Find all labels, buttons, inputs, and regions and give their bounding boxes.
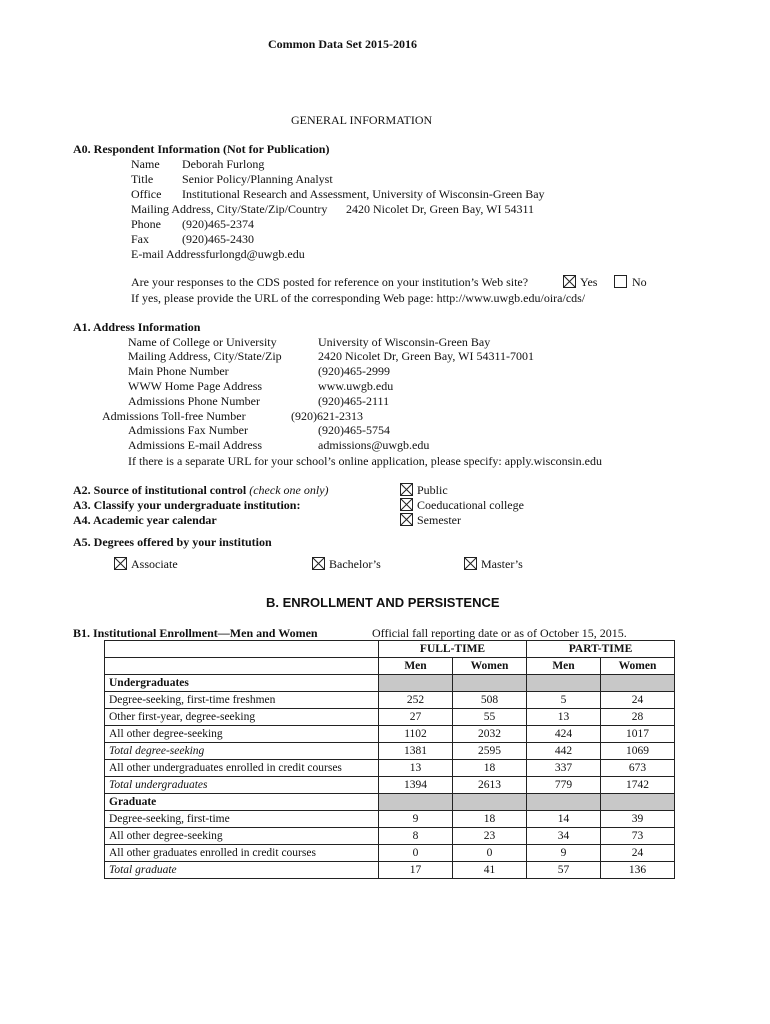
cell-value: 337 xyxy=(527,760,601,777)
cell-value: 0 xyxy=(453,845,527,862)
section-b-title: B. ENROLLMENT AND PERSISTENCE xyxy=(266,595,500,610)
cell-value: 9 xyxy=(527,845,601,862)
b1-label: B1. Institutional Enrollment—Men and Women xyxy=(73,626,318,640)
a2-value: Public xyxy=(417,483,448,497)
table-row xyxy=(105,811,675,828)
a0-office-label: Office xyxy=(131,187,162,201)
a0-office-value: Institutional Research and Assessment, University of Wisconsin-Green Bay xyxy=(182,187,545,201)
checkmark-x-icon xyxy=(564,276,575,287)
coeducational-checkbox[interactable] xyxy=(400,498,413,511)
table-subheader-row xyxy=(105,658,675,675)
pt-men-header: Men xyxy=(527,658,601,675)
table-row xyxy=(105,777,675,794)
a1-value-toll-free: (920)621-2313 xyxy=(291,409,363,423)
cell-value: 1017 xyxy=(601,726,675,743)
cell-value: 18 xyxy=(453,760,527,777)
a1-value-main-phone: (920)465-2999 xyxy=(318,364,390,378)
table-row xyxy=(105,845,675,862)
cell-value: 24 xyxy=(601,692,675,709)
a1-value-college: University of Wisconsin-Green Bay xyxy=(318,335,491,349)
gray-cell xyxy=(453,794,527,811)
row-label: All other undergraduates enrolled in credit courses xyxy=(105,760,379,777)
gray-cell xyxy=(601,794,675,811)
checkmark-x-icon xyxy=(401,484,412,495)
no-label: No xyxy=(632,275,647,289)
cell-value: 8 xyxy=(379,828,453,845)
a1-value-fax: (920)465-5754 xyxy=(318,423,390,437)
a1-label-email: Admissions E-mail Address xyxy=(128,438,262,452)
table-header-row xyxy=(105,641,675,658)
cell-value: 18 xyxy=(453,811,527,828)
graduate-heading: Graduate xyxy=(105,794,379,811)
gray-cell xyxy=(379,675,453,692)
a1-label-www: WWW Home Page Address xyxy=(128,379,263,393)
row-label: All other degree-seeking xyxy=(105,726,379,743)
cell-value: 1381 xyxy=(379,743,453,760)
bachelors-label: Bachelor’s xyxy=(329,557,381,571)
a5-label: A5. Degrees offered by your institution xyxy=(73,535,272,549)
a1-label-toll-free: Admissions Toll-free Number xyxy=(102,409,246,423)
row-label: Degree-seeking, first-time freshmen xyxy=(105,692,379,709)
a3-value: Coeducational college xyxy=(417,498,524,512)
table-row xyxy=(105,862,675,879)
full-time-header: FULL-TIME xyxy=(379,641,527,658)
a0-fax-label: Fax xyxy=(131,232,149,246)
row-label: Total undergraduates xyxy=(105,777,379,794)
yes-label: Yes xyxy=(580,275,598,289)
row-label: Total degree-seeking xyxy=(105,743,379,760)
undergraduates-section-row xyxy=(105,675,675,692)
cell-value: 17 xyxy=(379,862,453,879)
cell-value: 2595 xyxy=(453,743,527,760)
cell-value: 2032 xyxy=(453,726,527,743)
cell-value: 13 xyxy=(379,760,453,777)
cell-value: 1102 xyxy=(379,726,453,743)
checkmark-x-icon xyxy=(401,499,412,510)
row-label: Other first-year, degree-seeking xyxy=(105,709,379,726)
cell-value: 13 xyxy=(527,709,601,726)
b1-date-note: Official fall reporting date or as of October 15, 2015. xyxy=(372,626,627,640)
subheader-blank-cell xyxy=(105,658,379,675)
a0-title-value: Senior Policy/Planning Analyst xyxy=(182,172,333,186)
a1-label-college: Name of College or University xyxy=(128,335,277,349)
a1-label-admissions-phone: Admissions Phone Number xyxy=(128,394,260,408)
table-row xyxy=(105,743,675,760)
masters-label: Master’s xyxy=(481,557,523,571)
a0-phone-label: Phone xyxy=(131,217,161,231)
a1-value-admissions-phone: (920)465-2111 xyxy=(318,394,390,408)
table-row xyxy=(105,692,675,709)
a0-title-label: Title xyxy=(131,172,154,186)
gray-cell xyxy=(453,675,527,692)
cell-value: 1394 xyxy=(379,777,453,794)
general-information-heading: GENERAL INFORMATION xyxy=(291,113,433,127)
cell-value: 24 xyxy=(601,845,675,862)
part-time-header: PART-TIME xyxy=(527,641,675,658)
a0-heading: A0. Respondent Information (Not for Publication) xyxy=(73,142,330,156)
associate-checkbox[interactable] xyxy=(114,557,127,570)
ft-women-header: Women xyxy=(453,658,527,675)
cell-value: 1742 xyxy=(601,777,675,794)
public-checkbox[interactable] xyxy=(400,483,413,496)
cell-value: 508 xyxy=(453,692,527,709)
checkmark-x-icon xyxy=(313,558,324,569)
checkmark-x-icon xyxy=(401,514,412,525)
a0-name-label: Name xyxy=(131,157,160,171)
cell-value: 2613 xyxy=(453,777,527,794)
gray-cell xyxy=(379,794,453,811)
a0-mailing-value: 2420 Nicolet Dr, Green Bay, WI 54311 xyxy=(346,202,535,216)
cell-value: 55 xyxy=(453,709,527,726)
undergraduates-heading: Undergraduates xyxy=(105,675,379,692)
checkmark-x-icon xyxy=(465,558,476,569)
a1-heading: A1. Address Information xyxy=(73,320,201,334)
a0-posted-question: Are your responses to the CDS posted for reference on your institution’s Web site? xyxy=(131,275,529,289)
a2-hint: (check one only) xyxy=(249,483,329,497)
header-blank-cell xyxy=(105,641,379,658)
yes-checkbox[interactable] xyxy=(563,275,576,288)
associate-label: Associate xyxy=(131,557,178,571)
cell-value: 0 xyxy=(379,845,453,862)
table-row xyxy=(105,709,675,726)
enrollment-table xyxy=(104,640,675,879)
a2-label: A2. Source of institutional control (check one only) xyxy=(73,483,329,497)
a4-label: A4. Academic year calendar xyxy=(73,513,217,527)
row-label: Total graduate xyxy=(105,862,379,879)
cell-value: 41 xyxy=(453,862,527,879)
gray-cell xyxy=(527,675,601,692)
a1-value-www: www.uwgb.edu xyxy=(318,379,394,393)
a4-value: Semester xyxy=(417,513,461,527)
a0-url-line: If yes, please provide the URL of the corresponding Web page: http://www.uwgb.edu/oira/cds/ xyxy=(131,291,586,305)
ft-men-header: Men xyxy=(379,658,453,675)
cell-value: 5 xyxy=(527,692,601,709)
checkmark-x-icon xyxy=(115,558,126,569)
row-label: All other graduates enrolled in credit courses xyxy=(105,845,379,862)
a0-name-value: Deborah Furlong xyxy=(182,157,265,171)
cell-value: 34 xyxy=(527,828,601,845)
gray-cell xyxy=(527,794,601,811)
a0-email-line: E-mail Addressfurlongd@uwgb.edu xyxy=(131,247,305,261)
cell-value: 136 xyxy=(601,862,675,879)
table-row xyxy=(105,828,675,845)
a1-label-main-phone: Main Phone Number xyxy=(128,364,229,378)
a1-value-email: admissions@uwgb.edu xyxy=(318,438,430,452)
cell-value: 779 xyxy=(527,777,601,794)
cell-value: 252 xyxy=(379,692,453,709)
cell-value: 424 xyxy=(527,726,601,743)
pt-women-header: Women xyxy=(601,658,675,675)
cell-value: 9 xyxy=(379,811,453,828)
a1-separate-url-line: If there is a separate URL for your school’s online application, please specify: apply.wisconsin.edu xyxy=(128,454,602,468)
row-label: Degree-seeking, first-time xyxy=(105,811,379,828)
a0-fax-value: (920)465-2430 xyxy=(182,232,254,246)
a0-mailing-label: Mailing Address, City/State/Zip/Country xyxy=(131,202,328,216)
no-checkbox[interactable] xyxy=(614,275,627,288)
table-row xyxy=(105,760,675,777)
bachelors-checkbox[interactable] xyxy=(312,557,325,570)
a0-phone-value: (920)465-2374 xyxy=(182,217,254,231)
cell-value: 673 xyxy=(601,760,675,777)
cell-value: 28 xyxy=(601,709,675,726)
cell-value: 23 xyxy=(453,828,527,845)
gray-cell xyxy=(601,675,675,692)
a1-label-mailing: Mailing Address, City/State/Zip xyxy=(128,349,282,363)
a1-label-fax: Admissions Fax Number xyxy=(128,423,248,437)
a3-label: A3. Classify your undergraduate institution: xyxy=(73,498,301,512)
graduate-section-row xyxy=(105,794,675,811)
cell-value: 1069 xyxy=(601,743,675,760)
cell-value: 27 xyxy=(379,709,453,726)
cell-value: 442 xyxy=(527,743,601,760)
table-row xyxy=(105,726,675,743)
document-title: Common Data Set 2015-2016 xyxy=(268,37,417,51)
cell-value: 39 xyxy=(601,811,675,828)
row-label: All other degree-seeking xyxy=(105,828,379,845)
masters-checkbox[interactable] xyxy=(464,557,477,570)
cell-value: 57 xyxy=(527,862,601,879)
cell-value: 73 xyxy=(601,828,675,845)
a1-value-mailing: 2420 Nicolet Dr, Green Bay, WI 54311-7001 xyxy=(318,349,535,363)
semester-checkbox[interactable] xyxy=(400,513,413,526)
cell-value: 14 xyxy=(527,811,601,828)
